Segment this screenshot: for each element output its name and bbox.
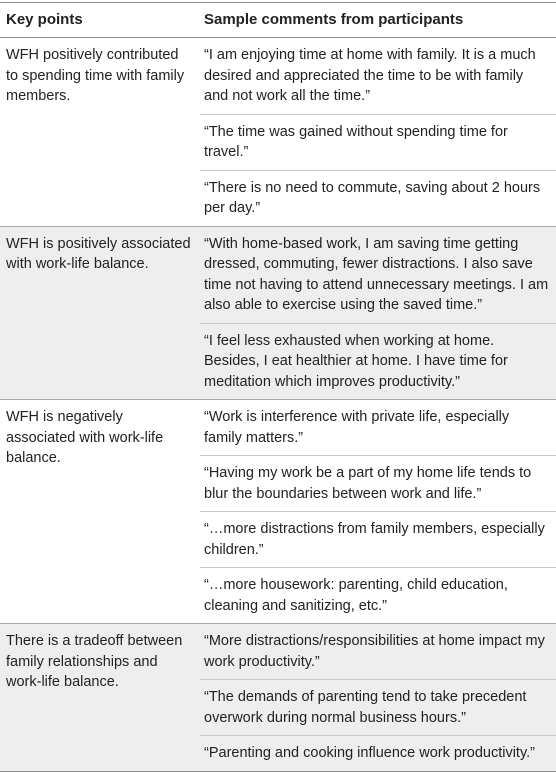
- table-group-tradeoff: [0, 624, 556, 771]
- comments-table: [0, 2, 556, 772]
- comment-cell: “I feel less exhausted when working at home. Besides, I eat healthier at home. I have time for meditation which improves productivity.”: [200, 323, 556, 400]
- comment-cell: “Work is interference with private life, especially family matters.”: [204, 409, 510, 446]
- comment-list: [200, 624, 556, 771]
- table-header-row: [0, 3, 556, 37]
- key-point-cell: WFH is negatively associated with work-life balance.: [6, 409, 164, 466]
- comment-list: [200, 400, 556, 623]
- header-key-points: Key points: [6, 11, 83, 28]
- key-point-cell: WFH positively contributed to spending time with family members.: [6, 47, 185, 104]
- comment-list: [200, 227, 556, 400]
- comment-cell: “The demands of parenting tend to take precedent overwork during normal business hours.”: [200, 679, 556, 735]
- comment-cell: “Parenting and cooking influence work productivity.”: [200, 735, 556, 771]
- comment-cell: “Having my work be a part of my home life tends to blur the boundaries between work and life.”: [200, 455, 556, 511]
- comment-list: [200, 38, 556, 226]
- comment-cell: “More distractions/responsibilities at home impact my work productivity.”: [204, 633, 545, 670]
- comment-cell: “There is no need to commute, saving about 2 hours per day.”: [200, 170, 556, 226]
- table-group-positive-balance: [0, 227, 556, 400]
- comment-cell: “…more distractions from family members, especially children.”: [200, 511, 556, 567]
- comment-cell: “With home-based work, I am saving time getting dressed, commuting, fewer distractions. I also save time not having to attend unnecessary meetings. I am also able to exercise using the saved time.”: [204, 235, 549, 313]
- table-bottom-rule: [0, 771, 556, 772]
- comment-cell: “I am enjoying time at home with family. It is a much desired and appreciated the time to be with family and not work all the time.”: [204, 47, 536, 104]
- table-group-family-time: [0, 38, 556, 226]
- key-point-cell: WFH is positively associated with work-life balance.: [6, 235, 191, 272]
- comment-cell: “…more housework: parenting, child education, cleaning and sanitizing, etc.”: [200, 567, 556, 623]
- comment-cell: “The time was gained without spending time for travel.”: [200, 114, 556, 170]
- table-group-negative-balance: [0, 400, 556, 623]
- header-sample-comments: Sample comments from participants: [204, 11, 464, 28]
- key-point-cell: There is a tradeoff between family relationships and work-life balance.: [6, 633, 183, 690]
